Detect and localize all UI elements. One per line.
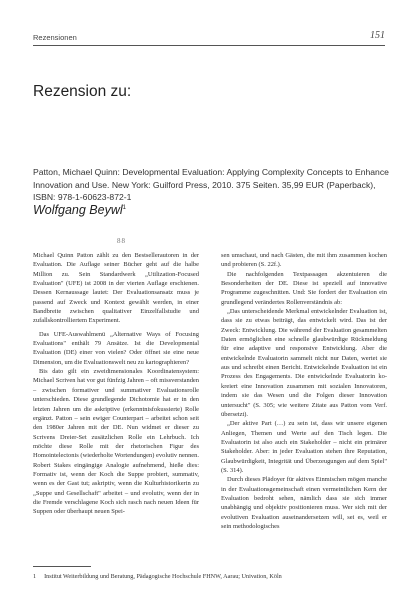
paragraph: Die nachfolgenden Textpassagen akzentuieren die Besonderheiten der DE. Diese ist speziell auf innovative Programme zugeschnitten. Und: Sie fordert der Evaluation ein grundlegend verändertes Rollenverständnis ab: [221, 270, 387, 306]
author-name: Wolfgang Beywl [33, 203, 123, 217]
footnote-rule [33, 566, 91, 567]
paragraph: Das UFE-Auswahlmenü „Alternative Ways of Focusing Evaluations" enthält 79 Ansätze. Ist die Developmental Evaluation (DE) einer von vielen? Oder öffnet sie eine neue Dimension, um die Evaluationswelt neu zu kartographieren? [33, 330, 199, 366]
paragraph: Bis dato gilt ein zweidimensionales Koordinatensystem: Michael Scriven hat vor gut fünfzig Jahren – oft missverstanden – zwischen formativer und summativer Evaluationsrolle unterschieden. Diese grundlegende Dichotomie hat er in den letzten Jahren um die askriptive (erkenntnisfokussierte) Rolle ergänzt. Patton – sein ewiger Counterpart – arbeitet schon seit den 1980er Jahren mit der DE. Nun widmet er dieser zu Scrivens Dreier-Set zusätzlichen Rolle ein Lehrbuch. Ich möchte diese Rolle mit der rhetorischen Figur des Homointelectonis (wiederholte Wortendungen) evolutiv nennen. Robert Stakes eingängige Analogie aufnehmend, hieße dies: Formativ ist, wenn der Koch die Suppe probiert, summativ, wenn es der Gast tut; askriptiv, wenn die Kulturhistorikerin zu „Suppe und Gesellschaft" arbeitet – und evolutiv, wenn der in die Fremde verschlagene Koch sich rasch nach neuen Ideen für Suppen oder überhaupt neuen Spei- [33, 368, 199, 516]
paragraph: Michael Quinn Patton zählt zu den Bestsellerautoren in der Evaluation. Die Auflage seiner Bücher geht auf die halbe Million zu. Sein Standardwerk „Utilization-Focused Evaluation" (UFE) ist 2008 in der vierten Auflage erschienen. Dessen Kernaussage lautet: Der Evaluationsansatz muss je passend auf Zweck und Kontext gewählt werden, in einer Bandbreite zwischen qualitativer Einzelfallstudie und zufallskontrolliertem Experiment. [33, 252, 199, 325]
paragraph: Durch dieses Plädoyer für aktives Einmischen mögen manche in der Evaluationsgemeinschaft einen vermeintlichen Kern der Evaluation bedroht sehen, nämlich dass sie sich immer unabhängig und objektiv positionieren muss. Wer sich mit der evolutiven Evaluation auseinandersetzen will, sei es, weil er sein methodologisches [221, 476, 387, 530]
author-footnote-mark: 1 [122, 204, 126, 211]
running-header [33, 27, 385, 43]
block-quote: „Das unterscheidende Merkmal entwickelnder Evaluation ist, dass sie zu etwas beiträgt, das entwickelt wird. Das ist der Zweck: Entwicklung. Die während der Evaluation gesammelten Daten ermöglichen eine schnelle glaubwürdige Rückmeldung für eine adaptive und responsive Entwicklung. Aber die entwickelnde Evaluatorin sammelt nicht nur Daten, wertet sie aus und schreibt einen Bericht. Entwickelnde Evaluation ist ein Prozess des Engagements. Die entwickelnde Evaluatorin ko-kreiert eine Innovation zusammen mit sozialen Innovatoren, indem sie das Wesen und die Folgen dieser Innovation untersucht" (S. 305; wie weitere Zitate aus Patton vom Verf. übersetzt). [221, 308, 387, 418]
page-number: 151 [370, 30, 385, 41]
left-column [33, 251, 199, 517]
right-column [221, 251, 387, 531]
header-rule [33, 45, 385, 46]
section-label: Rezensionen [33, 33, 77, 42]
section-ornament: 88 [117, 237, 126, 245]
block-quote: „Der aktive Part (…) zu sein ist, dass wir unsere eigenen Anliegen, Themen und Werte auf den Tisch legen. Die Evaluatorin ist also auch ein Stakeholder – nicht ein primärer Stakeholder. Aber: in jeder Evaluation stehen ihre Reputation, Glaubwürdigkeit, Integrität und Überzeugungen auf dem Spiel" (S. 314). [221, 420, 387, 474]
footnote [33, 573, 393, 580]
review-author [33, 203, 126, 217]
paragraph: sen umschaut, und nach Gästen, die mit ihm zusammen kochen und probieren (S. 22f.). [221, 252, 387, 269]
review-title: Rezension zu: [33, 83, 132, 100]
footnote-text: Institut Weiterbildung und Beratung, Pädagogische Hochschule FHNW, Aarau; Univation, Köln [44, 573, 282, 580]
footnote-number: 1 [33, 573, 37, 580]
book-citation: Patton, Michael Quinn: Developmental Evaluation: Applying Complexity Concepts to Enhance Innovation and Use. New York: Guilford Press, 2010. 375 Seiten. 35,99 EUR (Paperback), ISBN: 978-1-60623-872-1 [33, 167, 389, 202]
